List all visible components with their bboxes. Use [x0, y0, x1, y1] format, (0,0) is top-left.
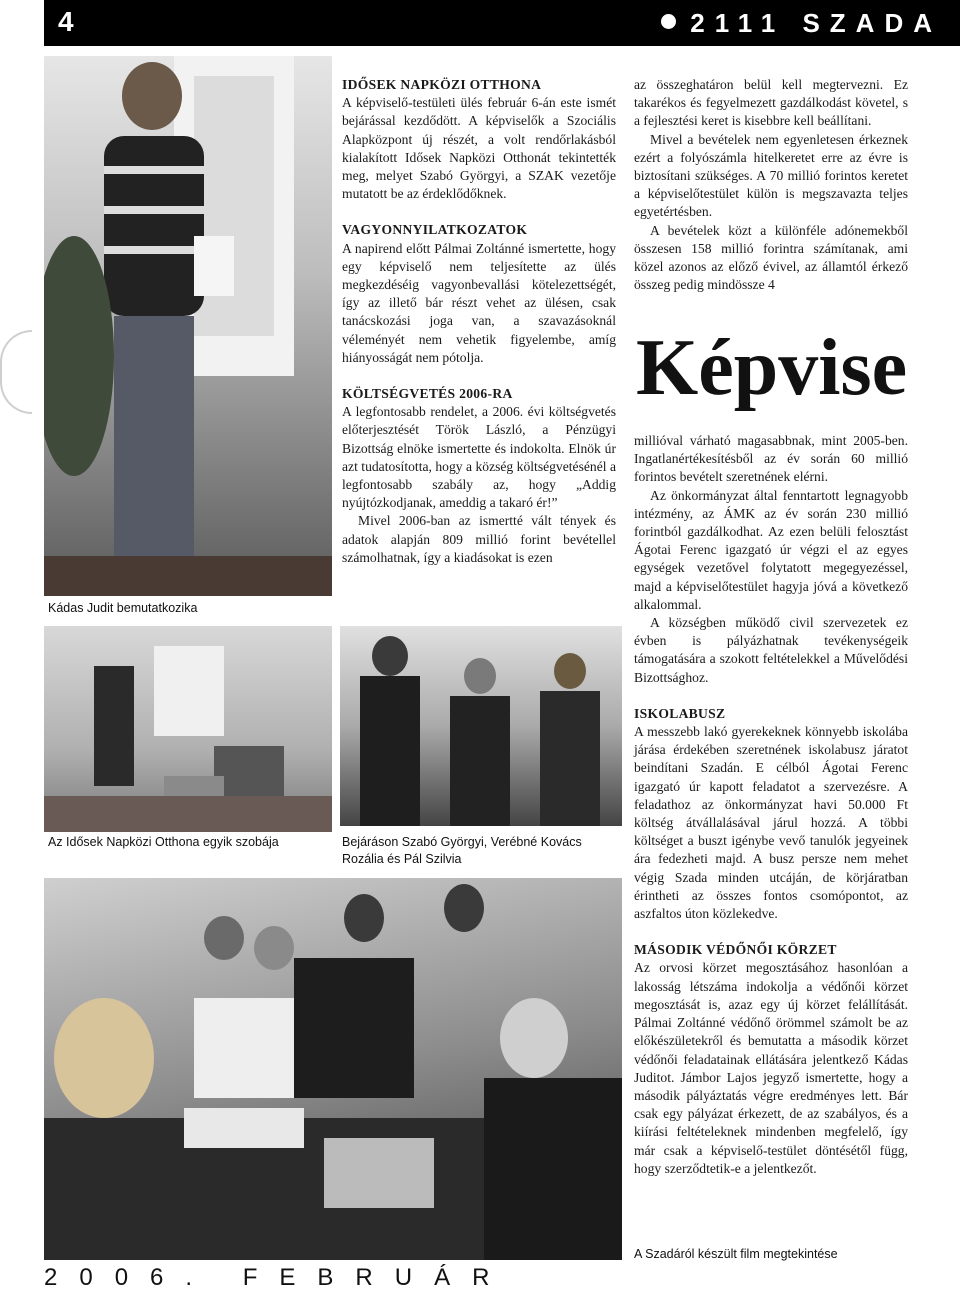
- footer-date: 2006. FEBRUÁR: [44, 1264, 512, 1291]
- bullet-icon: [661, 14, 676, 29]
- section-title-idosek: IDŐSEK NAPKÖZI OTTHONA: [342, 77, 542, 92]
- caption-kadas-judit: Kádas Judit bemutatkozika: [48, 601, 198, 615]
- caption-room: Az Idősek Napközi Otthona egyik szobája: [48, 835, 279, 849]
- caption-group-visit: Bejáráson Szabó Györgyi, Verébné Kovács Rozália és Pál Szilvia: [342, 835, 582, 866]
- header-bar: [44, 0, 960, 46]
- page-number: 4: [58, 6, 74, 37]
- decorative-arc: [0, 330, 32, 414]
- right-paragraph-4: millióval várható magasabbnak, mint 2005-ben. Ingatlanértékesítésből az év során 60 millió forintos bevételt szeretnének elérni.: [634, 433, 908, 485]
- photo-illustration: [44, 626, 332, 832]
- article-idosek-body: A képviselő-testületi ülés február 6-án este ismét bejárással kezdődött. A képviselők a Szociális Alapközpont új részét, a volt rendőrlakásból kialakított Idősek Napközi Otthonát tekintették meg, melyet Szabó Györgyi, a SZAK vezetője mutatott be az érdeklődőknek.: [342, 95, 616, 202]
- photo-room: [44, 626, 332, 832]
- headline-kepviselo: Képvise: [636, 324, 908, 412]
- right-paragraph-1: az összeghatáron belül kell megtervezni. Ez takarékos és fegyelmezett gazdálkodást követel, s a fejlesztési keret is kisebbre kell beállítani.: [634, 77, 908, 129]
- section-title-vagyonnyilatkozatok: VAGYONNYILATKOZATOK: [342, 222, 528, 238]
- section-title-vedonoi-korzet: MÁSODIK VÉDŐNŐI KÖRZET: [634, 942, 837, 958]
- right-paragraph-2: Mivel a bevételek nem egyenletesen érkeznek ezért a folyószámla hitelkeretet erre az évre is biztosítani szükséges. A 70 millió forintos keretet a képviselőtestület külön is megszavazta teljes egyetértésben.: [634, 131, 908, 220]
- middle-column: [342, 76, 616, 567]
- photo-film-screening: [44, 878, 622, 1260]
- vedonoi-korzet-body: Az orvosi körzet megosztásához hasonlóan a lakosság létszáma indokolja a védőnői körzet megosztását is, azaz egy új körzet felállítását. Pálmai Zoltánné védőnő örömmel számolt be az előkészületekről és bemutatta a második körzet védőnői feladatainak ellátására jelentkező Kádas Juditot. Jámbor Lajos jegyző ismertette, hogy a második pályáztatás végre eredményes lett. Bár csak egy pályázat érkezett, de az szabályos, és a kiírási feltételeknek mindenben megfelelő, így már csak a képviselő-testület döntésétől függ, hogy szerződtetik-e a jelentkezőt.: [634, 960, 908, 1176]
- article-koltsegvetes-p1: A legfontosabb rendelet, a 2006. évi költségvetés előterjesztését Török László, a Pénzügyi Bizottság elnöke ismertette és indokolta. Elnök úr azt tudatosította, hogy a község költségvetésénél a legfontosabb szabály az, hogy „Addig nyújtózkodjanak, ameddig a takaró ér!”: [342, 404, 616, 511]
- photo-illustration: [44, 56, 332, 596]
- right-column-top: [634, 76, 908, 294]
- photo-illustration: [340, 626, 622, 826]
- right-paragraph-3: A bevételek közt a különféle adónemekből összesen 158 millió forintra számítanak, ami közel azonos az előző évivel, az államtól érkező összeg pedig mindössze 4: [634, 222, 908, 293]
- masthead-title: 2111 SZADA: [690, 8, 942, 38]
- photo-group-visit: [340, 626, 622, 826]
- article-koltsegvetes-p2: Mivel 2006-ban az ismertté vált tények és adatok alapján 809 millió forint bevétellel számolhatnak, így a kiadásokat is ezen: [342, 513, 616, 565]
- photo-illustration: [44, 878, 622, 1260]
- photo-kadas-judit: [44, 56, 332, 596]
- masthead: [661, 8, 942, 39]
- right-paragraph-6: A községben működő civil szervezetek ez évben is pályázhatnak tevékenységeik támogatására a szokott feltételekkel a Művelődési Bizottsághoz.: [634, 615, 908, 685]
- caption-film: A Szadáról készült film megtekintése: [634, 1247, 838, 1261]
- right-paragraph-5: Az önkormányzat által fenntartott legnagyobb intézmény, az ÁMK az év során 230 millió forintból gazdálkodhat. Az ezen belüli felosztást Ágotai Ferenc igazgató úr végzi el az egyes egységek vezetővel folytatott megegyezéssel, majd a képviselőtestület hagyja jóvá a következő alkalommal.: [634, 487, 908, 612]
- section-title-koltsegvetes: KÖLTSÉGVETÉS 2006-RA: [342, 386, 513, 402]
- article-vagyon-body: A napirend előtt Pálmai Zoltánné ismertette, hogy egy képviselő nem teljesítette az ülés megkezdéséig vagyonbevallási kötelezettségét, így az illető bár részt vehet az ülésen, csak tanácskozási joga van, a szavazásoknál véleményét nem vehetik figyelembe, amíg hiányosságát nem pótolja.: [342, 240, 616, 365]
- right-column-bottom: [634, 432, 908, 1178]
- section-title-iskolabusz: ISKOLABUSZ: [634, 705, 726, 721]
- iskolabusz-body: A messzebb lakó gyerekeknek könnyebb iskolába járása érdekében szeretnének iskolabusz járatot beindítani Szadán. E célból Ágotai Ferenc igazgató úr kapott feladatot a szervezésre. A feladathoz az önkormányzat havi 50.000 Ft költség átvállalásával járul hozzá. A többi költséget a buszt igénybe vevő tanulók jegyeinek ára fedezheti majd. A busz persze nem mehet végig Szada minden utcáján, de körjáratban érintheti az összes fontos csomópontot, az aszfaltos úton közlekedve.: [634, 724, 908, 922]
